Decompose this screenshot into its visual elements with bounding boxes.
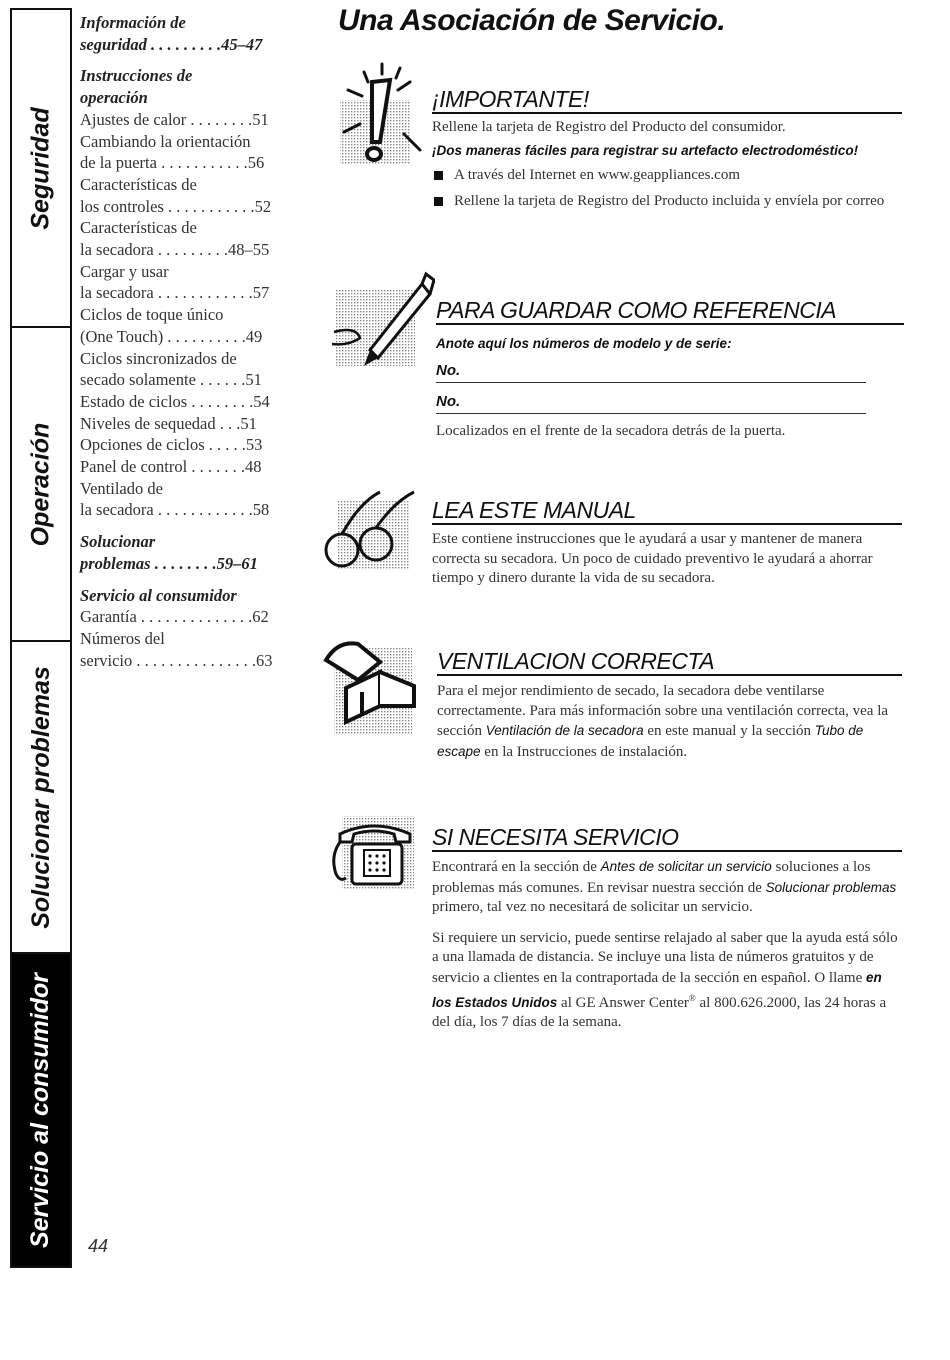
manual-heading: LEA ESTE MANUAL: [432, 497, 902, 525]
toc-group: [80, 531, 290, 574]
telephone-icon: [326, 812, 426, 894]
toc-entry[interactable]: Números del: [80, 628, 165, 648]
importante-heading: ¡IMPORTANTE!: [432, 86, 902, 114]
vent-box-icon: [318, 636, 428, 736]
ventilacion-text: Para el mejor rendimiento de secado, la secadora debe ventilarse correctamente. Para más información sobre una ventilación correcta, vea la sección Ventilación de la secadora en este manual y la sección Tubo de escape en la Instrucciones de instalación.: [437, 683, 889, 760]
servicio-paragraph-2: Si requiere un servicio, puede sentirse relajado al saber que la ayuda está sólo a una llamada de distancia. Se incluye una lista de números gratuitos y de servicio a clientes en la contraportada de la sección en español. O llame en los Estados Unidos al GE Answer Center® al 800.626.2000, las 24 horas a del día, los 7 días de la semana.: [432, 929, 898, 1031]
bullet-item: A través del Internet en www.geappliances.com: [432, 166, 902, 186]
toc-entry[interactable]: Cambiando la orientación: [80, 131, 251, 151]
toc-entry[interactable]: Panel de control . . . . . . .48: [80, 457, 262, 477]
importante-line: Rellene la tarjeta de Registro del Producto del consumidor.: [432, 119, 786, 135]
bullet-item: Rellene la tarjeta de Registro del Producto incluida y envíela por correo: [432, 192, 902, 212]
serial-number-field[interactable]: No.: [436, 391, 866, 414]
page-number: 44: [88, 1236, 109, 1256]
toc-entry[interactable]: Estado de ciclos . . . . . . . .54: [80, 391, 270, 411]
toc-group: [80, 585, 290, 672]
referencia-body: [436, 334, 866, 441]
toc-group: [80, 12, 290, 55]
toc-entry[interactable]: problemas . . . . . . . .59–61: [80, 553, 258, 573]
toc-entry[interactable]: Ciclos sincronizados de: [80, 348, 237, 368]
tab-label: Solucionar problemas: [26, 665, 55, 929]
toc-entry[interactable]: los controles . . . . . . . . . . .52: [80, 196, 272, 216]
link-antes-de-solicitar: Antes de solicitar un servicio: [600, 859, 772, 874]
toc-entry[interactable]: (One Touch) . . . . . . . . . .49: [80, 326, 263, 346]
model-number-field[interactable]: No.: [436, 360, 866, 383]
section-tab-bar: [10, 8, 72, 1268]
page-title: Una Asociación de Servicio.: [338, 4, 726, 37]
toc-entry[interactable]: seguridad . . . . . . . . .45–47: [80, 34, 263, 54]
toc-heading: Instrucciones de operación: [80, 66, 193, 108]
toc-entry[interactable]: Características de: [80, 174, 197, 194]
link-solucionar-problemas: Solucionar problemas: [765, 879, 897, 895]
toc-entry[interactable]: Ajustes de calor . . . . . . . .51: [80, 109, 269, 129]
toc-group: [80, 65, 290, 521]
servicio-heading: SI NECESITA SERVICIO: [432, 824, 902, 852]
toc-entry[interactable]: Opciones de ciclos . . . . .53: [80, 435, 263, 455]
ventilacion-heading: VENTILACION CORRECTA: [437, 648, 902, 676]
toc-entry[interactable]: la secadora . . . . . . . . . . . .58: [80, 500, 270, 520]
glasses-icon: [320, 486, 430, 582]
toc-entry[interactable]: secado solamente . . . . . .51: [80, 370, 262, 390]
tab-label: Servicio al consumidor: [26, 972, 55, 1248]
tab-operacion[interactable]: [12, 328, 70, 642]
referencia-note: Localizados en el frente de la secadora detrás de la puerta.: [436, 422, 786, 439]
tab-solucionar-problemas[interactable]: [12, 642, 70, 954]
importante-subhead: ¡Dos maneras fáciles para registrar su artefacto electrodoméstico!: [432, 142, 859, 158]
bullet-square: [434, 171, 443, 180]
toc-entry[interactable]: Ventilado de: [80, 478, 163, 498]
tab-seguridad[interactable]: [12, 10, 70, 328]
tab-label: Seguridad: [26, 106, 55, 230]
table-of-contents: [80, 12, 290, 681]
toc-entry[interactable]: Niveles de sequedad . . .51: [80, 413, 257, 433]
tab-servicio-al-consumidor[interactable]: [12, 954, 70, 1266]
toc-heading: Información de: [80, 13, 186, 32]
bullet-square: [434, 197, 443, 206]
exclamation-icon: [330, 60, 435, 170]
toc-entry[interactable]: de la puerta . . . . . . . . . . .56: [80, 153, 265, 173]
toc-entry[interactable]: la secadora . . . . . . . . .48–55: [80, 240, 270, 260]
toc-entry[interactable]: la secadora . . . . . . . . . . . .57: [80, 283, 270, 303]
importante-body: [432, 118, 902, 211]
toc-entry[interactable]: Características de: [80, 218, 197, 238]
toc-heading: Servicio al consumidor: [80, 585, 237, 605]
tab-label: Operación: [26, 422, 55, 546]
toc-heading: Solucionar: [80, 532, 156, 552]
manual-text: Este contiene instrucciones que le ayudará a usar y mantener de manera correcta su secadora. Un poco de cuidado preventivo le ayudará a ahorrar tiempo y dinero durante la vida de su secadora.: [432, 531, 873, 587]
toc-entry[interactable]: Ciclos de toque único: [80, 305, 224, 325]
pencil-icon: [330, 266, 435, 376]
link-ventilacion-secadora: Ventilación de la secadora: [485, 723, 644, 739]
toc-entry[interactable]: Cargar y usar: [80, 261, 169, 281]
servicio-text: [432, 857, 898, 1033]
referencia-subhead: Anote aquí los números de modelo y de serie:: [436, 336, 732, 351]
toc-entry[interactable]: servicio . . . . . . . . . . . . . . .63: [80, 650, 273, 670]
toc-entry[interactable]: Garantía . . . . . . . . . . . . . .62: [80, 607, 269, 627]
servicio-paragraph-1: Encontrará en la sección de Antes de solicitar un servicio soluciones a los problemas más comunes. En revisar nuestra sección de Solucionar problemas primero, tal vez no necesitará de solicitar un servicio.: [432, 859, 897, 916]
referencia-heading: PARA GUARDAR COMO REFERENCIA: [436, 297, 904, 325]
link-tubo-escape: Tubo de escape: [437, 723, 864, 759]
